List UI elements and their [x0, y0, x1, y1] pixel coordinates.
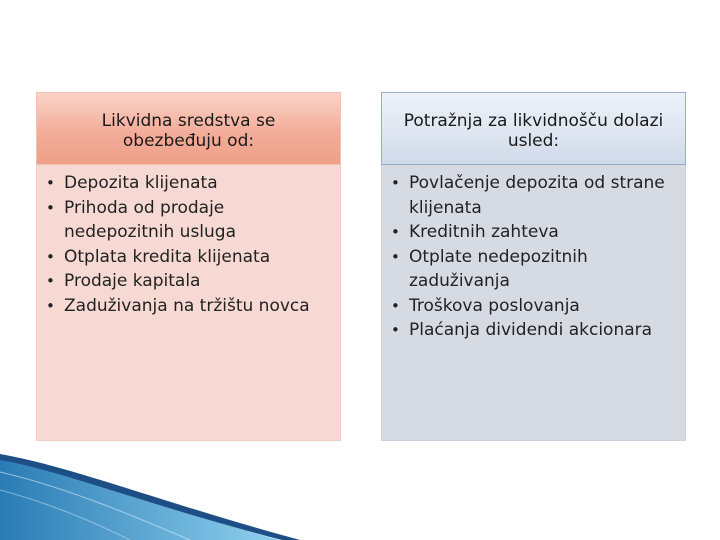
sources-list: [43, 171, 332, 318]
list-item: • Plaćanja dividendi akcionara: [388, 318, 677, 343]
bullet-icon: •: [46, 174, 55, 192]
bullet-icon: •: [391, 247, 400, 266]
demand-body: [381, 165, 686, 441]
list-item: • Povlačenje depozita od strane klijenata: [391, 173, 665, 218]
demand-header: [381, 92, 686, 165]
bullet-icon: •: [46, 272, 55, 290]
bullet-icon: •: [46, 247, 55, 266]
list-item: • Otplate nedepozitnih zaduživanja: [391, 246, 588, 291]
list-item: • Troškova poslovanja: [388, 294, 677, 319]
bullet-icon: •: [391, 321, 400, 339]
list-item: • Otplata kredita klijenata: [43, 245, 332, 270]
list-item: • Zaduživanja na tržištu novca: [43, 294, 332, 319]
list-item: • Prihoda od prodaje nedepozitnih usluga: [46, 197, 237, 242]
bullet-icon: •: [46, 198, 55, 217]
bullet-icon: •: [391, 174, 400, 192]
demand-title: Potražnja za likvidnošču dolazi usled:: [403, 110, 664, 151]
sources-header: [36, 92, 341, 165]
sources-body: [36, 165, 341, 441]
bullet-icon: •: [391, 296, 400, 315]
bullet-icon: •: [46, 296, 55, 315]
sources-column: [36, 92, 341, 441]
list-item: • Kreditnih zahteva: [388, 220, 677, 245]
list-item: • Depozita klijenata: [43, 171, 332, 196]
demand-column: [381, 92, 686, 441]
decorative-corner-swoosh: [0, 450, 300, 540]
sources-title: Likvidna sredstva se obezbeđuju od:: [101, 110, 276, 151]
list-item: • Prodaje kapitala: [43, 269, 332, 294]
demand-list: [388, 171, 677, 343]
bullet-icon: •: [391, 223, 400, 241]
